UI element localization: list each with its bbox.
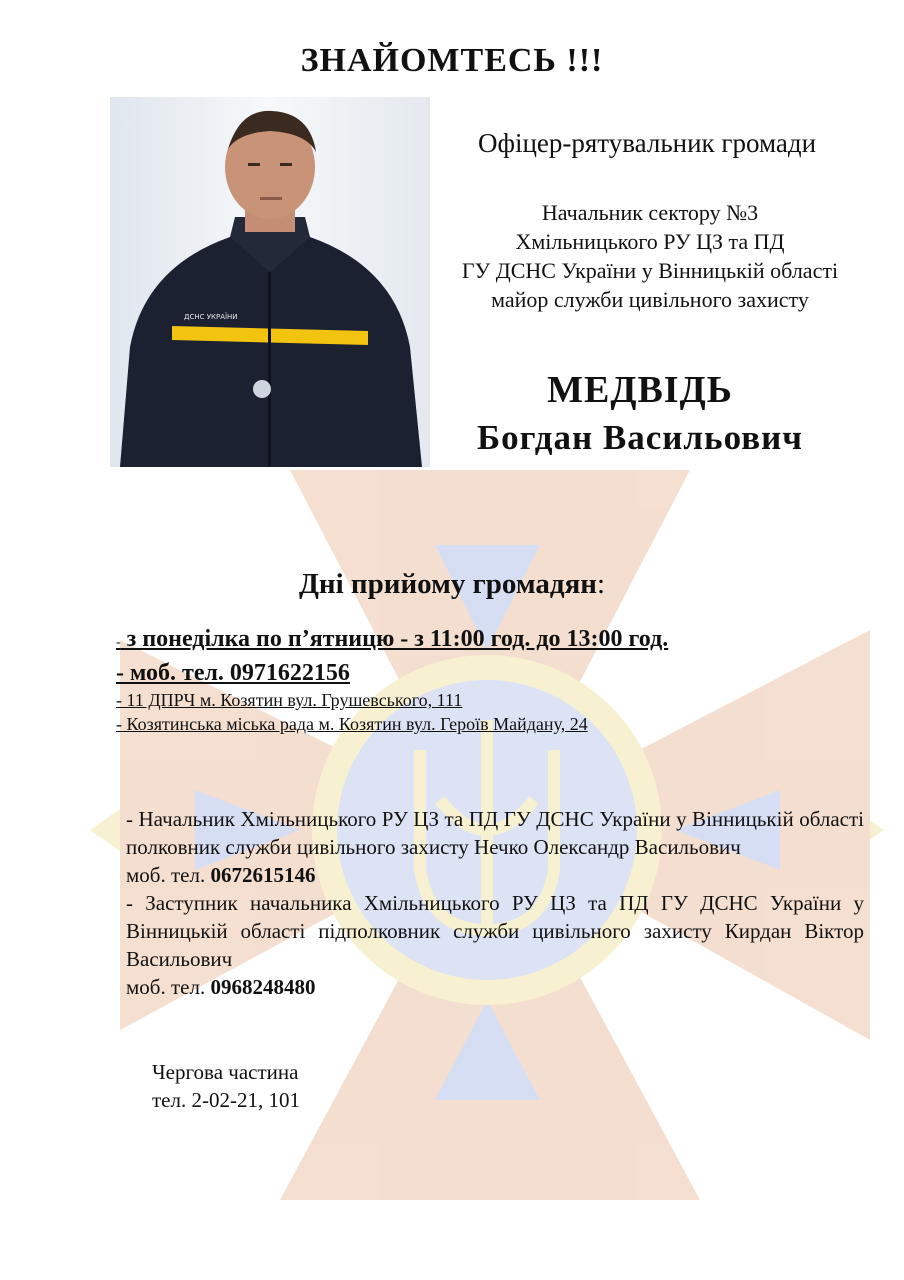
reception-heading-colon: :: [596, 568, 606, 600]
contact-phone-label: моб. тел.: [126, 975, 206, 999]
contact-phone-line: [126, 861, 864, 889]
position-line: майор служби цивільного захисту: [491, 287, 809, 312]
reception-schedule: [116, 624, 816, 736]
contacts-list: [126, 805, 864, 1001]
duty-station: [152, 1058, 452, 1114]
contact-phone: 0968248480: [210, 975, 316, 999]
position-block: [430, 198, 870, 314]
reception-address: - Козятинська міська рада м. Козятин вул. Героїв Майдану, 24: [116, 714, 588, 734]
position-line: Хмільницького РУ ЦЗ та ПД: [515, 229, 785, 254]
reception-hours: [116, 624, 816, 658]
officer-given-names: Богдан Васильович: [476, 418, 804, 457]
page-title: ЗНАЙОМТЕСЬ !!!: [300, 42, 604, 79]
hours-text: з понеділка по п’ятницю - з 11:00 год. до 13:00 год.: [120, 626, 669, 652]
contact-description: - Заступник начальника Хмільницького РУ ЦЗ та ПД ГУ ДСНС України у Вінницькій області підполковник служби цивільного захисту Кирдан Віктор Васильович: [126, 891, 864, 971]
reception-phone: - моб. тел. 0971622156: [116, 660, 350, 686]
position-line: ГУ ДСНС України у Вінницькій області: [461, 258, 839, 283]
role-title: Офіцер-рятувальник громади: [477, 128, 817, 158]
duty-label: Чергова частина: [152, 1060, 299, 1084]
reception-heading-text: Дні прийому громадян: [298, 568, 597, 600]
uniform-patch-text: ДСНС УКРАЇНИ: [184, 313, 238, 321]
contact-description: - Начальник Хмільницького РУ ЦЗ та ПД ГУ ДСНС України у Вінницькій області полковник служби цивільного захисту Нечко Олександр Васильович: [126, 807, 864, 859]
contact-phone: 0672615146: [210, 863, 316, 887]
hours-dash: -: [116, 635, 121, 650]
contact-phone-label: моб. тел.: [126, 863, 206, 887]
reception-address: - 11 ДПРЧ м. Козятин вул. Грушевського, 111: [116, 690, 463, 710]
officer-photo: [110, 97, 430, 467]
position-line: Начальник сектору №3: [541, 200, 759, 225]
duty-phone: тел. 2-02-21, 101: [152, 1088, 300, 1112]
officer-surname: МЕДВІДЬ: [547, 369, 733, 411]
contact-phone-line: [126, 973, 864, 1001]
reception-heading: [0, 568, 904, 601]
